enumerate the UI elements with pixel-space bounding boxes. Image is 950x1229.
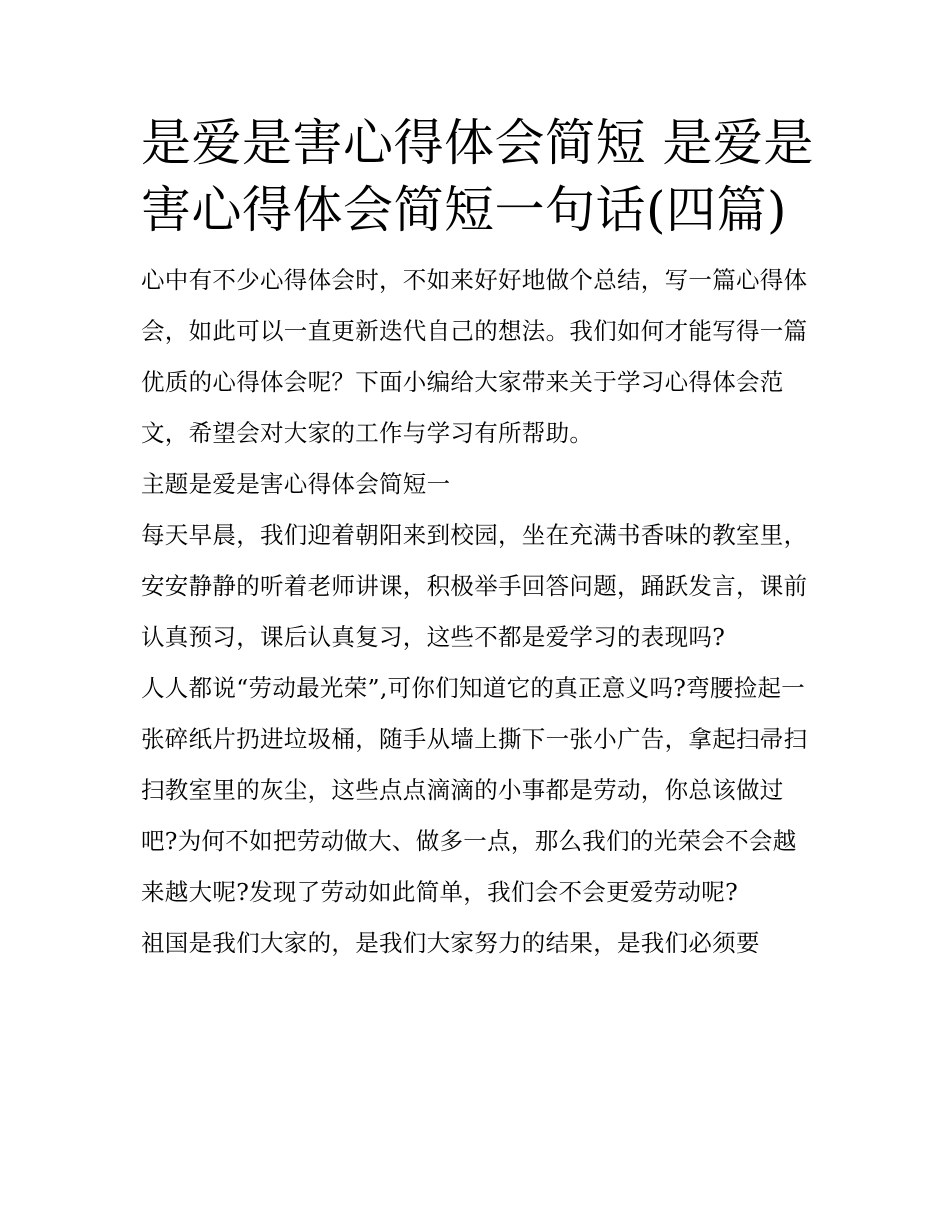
document-title: 是爱是害心得体会简短 是爱是害心得体会简短一句话(四篇) <box>141 114 814 239</box>
body-paragraph: 每天早晨，我们迎着朝阳来到校园，坐在充满书香味的教室里，安安静静的听着老师讲课，积极举手回答问题，踊跃发言，课前认真预习，课后认真复习，这些不都是爱学习的表现吗? <box>141 521 808 651</box>
intro-paragraph: 心中有不少心得体会时，不如来好好地做个总结，写一篇心得体会，如此可以一直更新迭代自己的想法。我们如何才能写得一篇优质的心得体会呢？下面小编给大家带来关于学习心得体会范文，希望会对大家的工作与学习有所帮助。 <box>141 266 808 447</box>
body-paragraph: 祖国是我们大家的，是我们大家努力的结果，是我们必须要 <box>141 929 760 957</box>
body-paragraph: 人人都说“劳动最光荣”,可你们知道它的真正意义吗?弯腰捡起一张碎纸片扔进垃圾桶，随手从墙上撕下一张小广告，拿起扫帚扫扫教室里的灰尘，这些点点滴滴的小事都是劳动，你总该做过吧?为何不如把劳动做大、做多一点，那么我们的光荣会不会越来越大呢?发现了劳动如此简单，我们会不会更爱劳动呢? <box>141 674 808 906</box>
section-heading: 主题是爱是害心得体会简短一 <box>141 470 451 498</box>
document-body <box>141 110 817 969</box>
